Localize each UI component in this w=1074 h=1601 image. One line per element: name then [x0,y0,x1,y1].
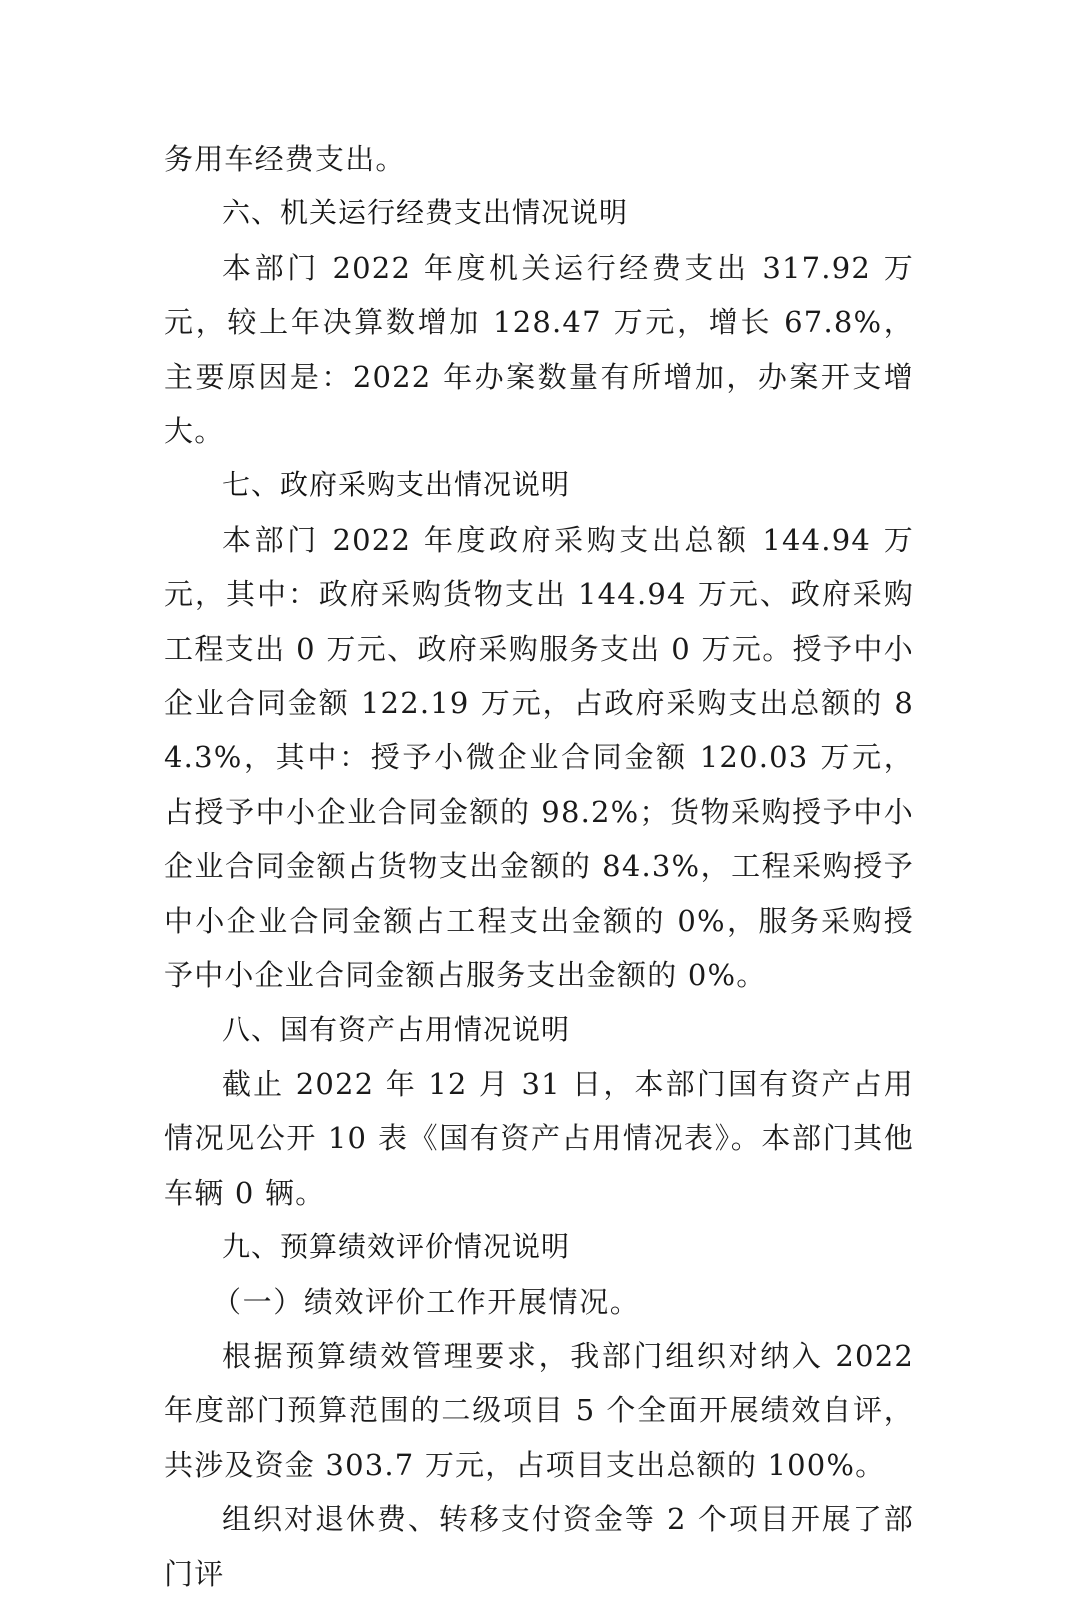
section-heading-6: 六、机关运行经费支出情况说明 [222,196,629,230]
section-heading-9: 九、预算绩效评价情况说明 [222,1230,571,1264]
section-heading-8: 八、国有资产占用情况说明 [222,1012,571,1046]
paragraph-procurement: 本部门 2022 年度政府采购支出总额 144.94 万元，其中：政府采购货物支出 144.94 万元、政府采购工程支出 0 万元、政府采购服务支出 0 万元。授予中小企业合同金额 122.19 万元，占政府采购支出总额的 84.3%，其中：授予小微企业合同金额 120.03 万元，占授予中小企业合同金额的 98.2%；货物采购授予中小企业合同金额占货物支出金额的 84.3%，工程采购授予中小企业合同金额占工程支出金额的 0%，服务采购授予中小企业合同金额占服务支出金额的 0%。 [164,522,914,993]
section-heading-7: 七、政府采购支出情况说明 [222,468,571,502]
subsection-heading-1: （一）绩效评价工作开展情况。 [212,1284,641,1319]
document-body [164,132,914,1601]
paragraph-continuation: 务用车经费支出。 [164,142,406,176]
paragraph-department-evaluation: 组织对退休费、转移支付资金等 2 个项目开展了部门评 [164,1502,914,1591]
paragraph-operating-expenses: 本部门 2022 年度机关运行经费支出 317.92 万元，较上年决算数增加 128.47 万元，增长 67.8%，主要原因是：2022 年办案数量有所增加，办案开支增大。 [164,250,914,449]
paragraph-performance-self-evaluation: 根据预算绩效管理要求，我部门组织对纳入 2022 年度部门预算范围的二级项目 5 个全面开展绩效自评，共涉及资金 303.7 万元，占项目支出总额的 100%。 [164,1338,914,1482]
paragraph-state-assets: 截止 2022 年 12 月 31 日，本部门国有资产占用情况见公开 10 表《国有资产占用情况表》。本部门其他车辆 0 辆。 [164,1066,914,1210]
